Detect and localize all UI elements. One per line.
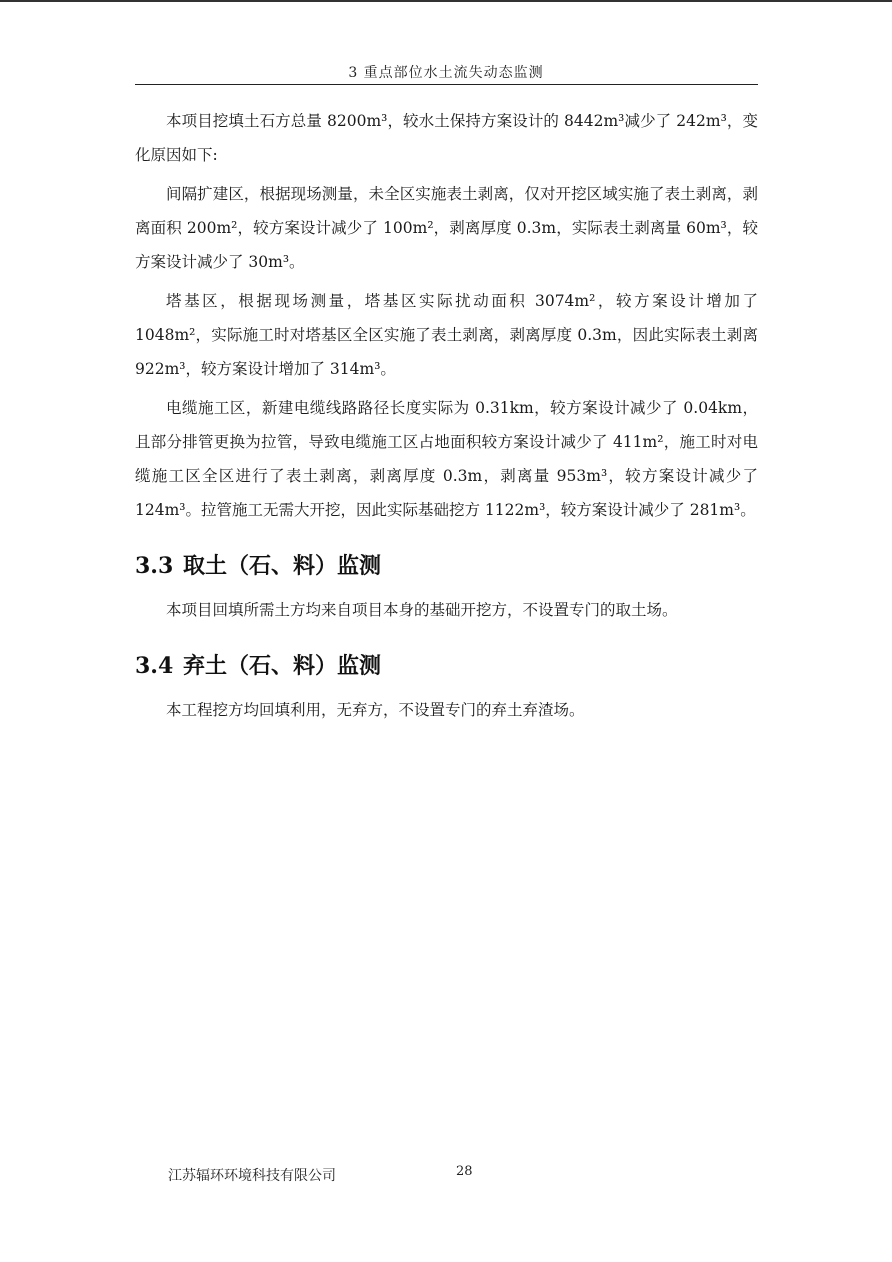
section-number: 3.3 (135, 553, 174, 579)
section-title: 弃土（石、料）监测 (182, 653, 381, 679)
running-header: 3 重点部位水土流失动态监测 (348, 65, 544, 81)
paragraph-bay-expansion: 间隔扩建区，根据现场测量，未全区实施表土剥离，仅对开挖区域实施了表土剥离，剥离面积 200m²，较方案设计减少了 100m²，剥离厚度 0.3m，实际表土剥离量 60m³，较方案设计减少了 30m³。 (135, 185, 758, 271)
paragraph-spoil: 本工程挖方均回填利用，无弃方，不设置专门的弃土弃渣场。 (166, 701, 585, 719)
paragraph-earthwork-total: 本项目挖填土石方总量 8200m³，较水土保持方案设计的 8442m³减少了 242m³，变化原因如下: (135, 112, 758, 164)
top-border (0, 0, 892, 2)
paragraph-tower-base: 塔基区，根据现场测量，塔基区实际扰动面积 3074m²，较方案设计增加了 1048m²，实际施工时对塔基区全区实施了表土剥离，剥离厚度 0.3m，因此实际表土剥离 922m³，较方案设计增加了 314m³。 (135, 292, 758, 378)
paragraph-borrow: 本项目回填所需土方均来自项目本身的基础开挖方，不设置专门的取土场。 (166, 601, 678, 619)
header-divider (135, 84, 758, 85)
footer-company-name: 江苏辐环环境科技有限公司 (168, 1168, 336, 1184)
section-number: 3.4 (135, 653, 174, 679)
paragraph-cable-construction: 电缆施工区，新建电缆线路路径长度实际为 0.31km，较方案设计减少了 0.04km，且部分排管更换为拉管，导致电缆施工区占地面积较方案设计减少了 411m²，施工时对电缆施工区全区进行了表土剥离，剥离厚度 0.3m，剥离量 953m³，较方案设计减少了 124m³。拉管施工无需大开挖，因此实际基础挖方 1122m³，较方案设计减少了 281m³。 (135, 399, 758, 519)
page-body (135, 104, 758, 732)
page-number: 28 (456, 1164, 473, 1179)
section-heading-3-3 (135, 549, 758, 583)
section-heading-3-4 (135, 649, 758, 683)
section-title: 取土（石、料）监测 (182, 553, 381, 579)
